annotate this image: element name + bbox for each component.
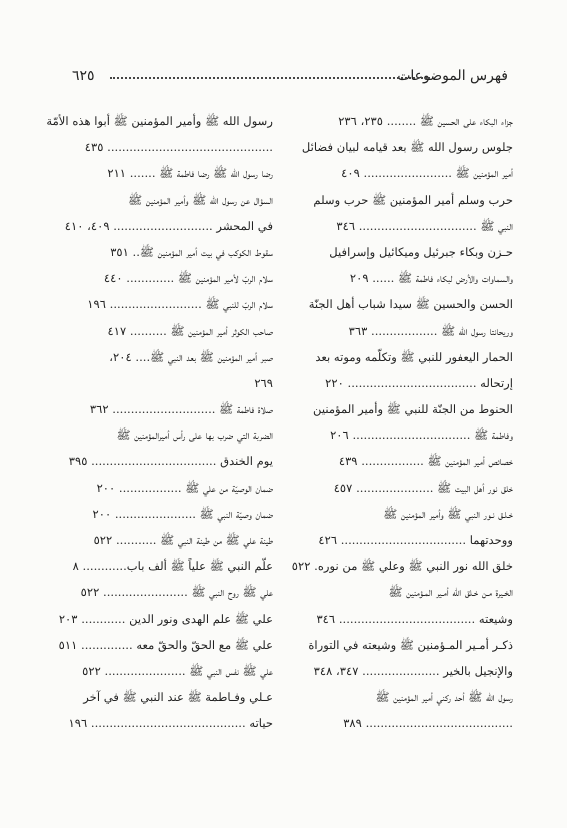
index-entry-line: النبي ﷺ ................................ ٣٤٦ bbox=[336, 218, 513, 233]
index-entry-line: علي ﷺ علم الهدى ونور الدين ............ ٢٠٣ bbox=[58, 611, 273, 626]
index-entry-line: الحنوط من الجنّة للنبي ﷺ وأمير المؤمنين bbox=[313, 402, 513, 417]
index-entry-line: ........................................ ٣٨٩ bbox=[343, 716, 513, 731]
index-entry-line: سلام الربّ للنبي ﷺ ......................... ١٩٦ bbox=[87, 297, 273, 312]
index-entry-line: حـزن وبكاء جبرئيل وميكائيل وإسرافيل bbox=[329, 244, 513, 259]
index-entry-line: وريحانتا رسول الله ﷺ .................. ٣٦٣ bbox=[348, 323, 513, 338]
index-column-left bbox=[37, 108, 273, 737]
index-entry-line: عـلي وفـاطمة ﷺ عند النبي ﷺ في آخر bbox=[83, 690, 273, 705]
index-entry-line: علي ﷺ نفس النبي ﷺ ...................... ٥٢٢ bbox=[82, 663, 273, 678]
index-entry-line: إرتحاله ................................... ٢٢٠ bbox=[325, 375, 513, 390]
index-entry-line: خلق الله نور النبي ﷺ وعلي ﷺ من نوره. ٥٢٢ bbox=[291, 559, 513, 574]
index-entry-line: جلوس رسول الله ﷺ بعد قيامه لبيان فضائل bbox=[301, 140, 513, 155]
index-entry-line: خصائص أمير المؤمنين ﷺ ................. ٤٣٩ bbox=[338, 454, 513, 469]
index-entry-line: والسماوات والأرض لبكاء فاطمة ﷺ ...... ٢٠٩ bbox=[349, 271, 513, 286]
index-entry-line: سلام الربّ لأمير المؤمنين ﷺ ............. ٤٤٠ bbox=[103, 271, 273, 286]
index-entry-line: في المحشر ........................... ٤٠٩، ٤١٠ bbox=[64, 218, 273, 233]
index-entry-line: خلق نور أهل البيت ﷺ ..................... ٤٥٧ bbox=[333, 480, 513, 495]
page-number: ٦٢٥ bbox=[72, 68, 95, 84]
page-title: فهرس الموضوعات bbox=[397, 68, 508, 84]
index-entry-line: الحسن والحسين ﷺ سيدا شباب أهل الجنّة bbox=[308, 297, 513, 312]
index-column-right bbox=[277, 108, 513, 737]
index-entry-line: طينة علي ﷺ من طينة النبي ﷺ ........... ٥٢٢ bbox=[93, 533, 273, 547]
index-entry-line: سقوط الكوكب في بيت أمير المؤمنين ﷺ.. ٣٥١ bbox=[110, 244, 273, 259]
index-entry-line: والإنجيل بالخير ..................... ٣٤٧، ٣٤٨ bbox=[313, 663, 513, 678]
index-entry-line: علي ﷺ روح النبي ﷺ ....................... ٥٢٢ bbox=[80, 585, 273, 600]
index-entry-line: رسول الله ﷺ أحد ركني أمير المؤمنين ﷺ bbox=[375, 690, 513, 705]
index-entry-line: ٢٦٩ bbox=[254, 375, 273, 390]
index-entry-line: ذكـر أمـير المـؤمنين ﷺ وشيعته في التوراة bbox=[308, 637, 513, 652]
index-entry-line: علي ﷺ مع الحقّ والحقّ معه .............. ٥١١ bbox=[58, 637, 273, 652]
index-entry-line: يوم الخندق .................................. ٣٩٥ bbox=[68, 454, 273, 469]
index-entry-line: رسول الله ﷺ وأمير المؤمنين ﷺ أبوا هذه الأمّة bbox=[46, 114, 273, 128]
index-entry-line: صلاة فاطمة ﷺ ............................ ٣٦٢ bbox=[89, 402, 273, 417]
index-entry-line: الحمار اليعفور للنبي ﷺ وتكلّمه وموته بعد bbox=[315, 349, 513, 364]
index-entry-line: الضربة التي ضرب بها على رأس أميرالمؤمنين ﷺ bbox=[116, 428, 273, 443]
index-entry-line: رضا رسول الله ﷺ رضا فاطمة ﷺ ....... ٢١١ bbox=[107, 166, 273, 181]
index-entry-line: ضمان وصيّة النبي ﷺ ...................... ٢٠٠ bbox=[92, 506, 273, 521]
index-entry-line: أمير المؤمنين ﷺ ........................ ٤٠٩ bbox=[341, 166, 513, 181]
index-entry-line: حياته .......................................... ١٩٦ bbox=[68, 716, 273, 731]
index-entry-line: علّم النبي ﷺ علياً ﷺ ألف باب............ ٨ bbox=[72, 559, 273, 574]
index-entry-line: السؤال عن رسول الله ﷺ وأمير المؤمنين ﷺ bbox=[128, 192, 273, 207]
index-entry-line: جزاء البكاء على الحسين ﷺ ........ ٢٣٥، ٢٣٦ bbox=[338, 114, 513, 128]
page-header bbox=[60, 62, 508, 88]
index-entry-line: ضمان الوصيّة من علي ﷺ ................. ٢٠٠ bbox=[96, 480, 273, 495]
index-entry-line: صبر أمير المؤمنين ﷺ بعد النبي ﷺ.... ٢٠٤، bbox=[109, 349, 273, 364]
index-entry-line: ووحدتهما .................................. ٤٢٦ bbox=[318, 533, 513, 547]
index-entry-line: صاحب الكوثر أمير المؤمنين ﷺ .......... ٤١٧ bbox=[107, 323, 273, 338]
index-entry-line: وشيعته ..................................... ٣٤٦ bbox=[316, 611, 513, 626]
index-entry-line: وفاطمة ﷺ ................................ ٢٠٦ bbox=[330, 428, 513, 443]
index-entry-line: ............................................. ٤٣٥ bbox=[84, 140, 273, 155]
header-dotted-leader bbox=[110, 77, 430, 79]
index-entry-line: خـلـق نـور النبي ﷺ وأمير المؤمنين ﷺ bbox=[383, 506, 513, 521]
index-entry-line: الخـيرة مـن خـلق الله أمـير المـؤمنين ﷺ bbox=[388, 585, 513, 600]
index-entry-line: حرب وسلم أمير المؤمنين ﷺ حرب وسلم bbox=[313, 192, 513, 207]
